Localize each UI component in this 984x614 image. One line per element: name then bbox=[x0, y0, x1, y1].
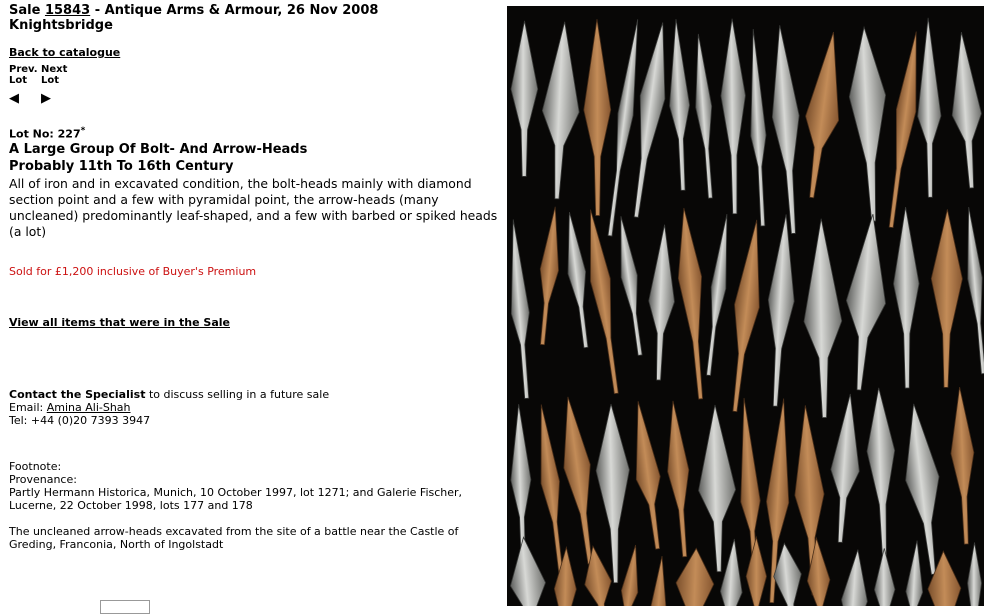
sale-number-link[interactable]: 15843 bbox=[44, 3, 91, 18]
contact-telephone: Tel: +44 (0)20 7393 3947 bbox=[9, 413, 151, 427]
lot-title-line-2: Probably 11th To 16th Century bbox=[9, 158, 234, 174]
arrowhead-shape bbox=[509, 404, 534, 566]
arrowhead-shape bbox=[615, 544, 644, 606]
contact-specialist-heading: Contact the Specialist bbox=[9, 387, 146, 401]
arrowhead-shape bbox=[903, 540, 925, 606]
lot-detail-panel bbox=[9, 3, 504, 551]
arrowhead-shape bbox=[762, 214, 799, 407]
arrowhead-shape bbox=[961, 206, 984, 374]
arrowhead-shape bbox=[930, 209, 963, 387]
right-arrow-icon[interactable]: ▶ bbox=[41, 91, 51, 106]
arrowhead-shape bbox=[893, 207, 920, 388]
sale-heading bbox=[9, 3, 504, 18]
arrowhead-shape bbox=[561, 211, 595, 349]
contact-heading-rest: to discuss selling in a future sale bbox=[145, 387, 330, 401]
arrowhead-shape bbox=[766, 24, 807, 234]
arrowhead-shape bbox=[865, 387, 898, 555]
arrowhead-shape bbox=[967, 542, 981, 606]
contact-heading-line bbox=[9, 388, 504, 401]
arrowhead-shape bbox=[594, 404, 632, 584]
arrowhead-shape bbox=[826, 393, 864, 543]
next-lot-label-1: Next bbox=[41, 64, 68, 75]
next-lot-label-2: Lot bbox=[41, 75, 60, 86]
arrowhead-shape bbox=[645, 555, 672, 606]
lot-number-label: Lot No: 227 bbox=[9, 127, 81, 141]
arrowhead-shape bbox=[555, 395, 603, 565]
arrowhead-shape bbox=[511, 21, 538, 177]
arrowhead-shape bbox=[839, 213, 892, 392]
arrowhead-shape bbox=[507, 219, 536, 399]
arrowhead-shape bbox=[539, 21, 584, 200]
arrowhead-shape bbox=[626, 400, 669, 551]
arrowhead-shape bbox=[674, 548, 715, 606]
arrowhead-shape bbox=[802, 218, 843, 417]
next-lot[interactable] bbox=[41, 64, 73, 105]
back-to-catalogue-link[interactable]: Back to catalogue bbox=[9, 46, 121, 59]
view-all-items-link[interactable]: View all items that were in the Sale bbox=[9, 315, 230, 329]
lot-number bbox=[9, 126, 504, 141]
footnote-note: The uncleaned arrow-heads excavated from the site of a battle near the Castle of Greding, Franconia, North of Ingolstadt bbox=[9, 524, 459, 551]
arrowhead-shape bbox=[881, 30, 926, 228]
arrowhead-shape bbox=[746, 537, 766, 606]
arrowhead-shape bbox=[666, 19, 693, 191]
lot-navigation bbox=[9, 64, 504, 105]
email-specialist-link[interactable]: Amina Ali-Shah bbox=[46, 400, 131, 414]
prev-lot-label-1: Prev. bbox=[9, 64, 38, 75]
arrowhead-shape bbox=[837, 549, 871, 606]
sale-location: Knightsbridge bbox=[9, 18, 113, 33]
left-arrow-icon[interactable]: ◀ bbox=[9, 91, 19, 106]
provenance-text: Partly Hermann Historica, Munich, 10 October 1997, lot 1271; and Galerie Fischer, Lucerne, 22 October 1998, lots 177 and 178 bbox=[9, 485, 463, 512]
arrowhead-shape bbox=[948, 387, 978, 545]
footnote-label: Footnote: bbox=[9, 459, 62, 473]
arrowheads-image bbox=[507, 6, 984, 606]
lot-photograph bbox=[507, 6, 984, 606]
arrowhead-shape bbox=[581, 208, 627, 395]
prev-lot[interactable] bbox=[9, 64, 41, 105]
arrowhead-shape bbox=[720, 19, 747, 214]
prev-lot-label-2: Lot bbox=[9, 75, 28, 86]
lot-title-line-1: A Large Group Of Bolt- And Arrow-Heads bbox=[9, 141, 308, 157]
arrowhead-shape bbox=[690, 33, 718, 198]
arrowhead-shape bbox=[672, 207, 712, 400]
lot-asterisk: * bbox=[80, 126, 86, 136]
arrowhead-shape bbox=[532, 403, 570, 573]
contact-email-line bbox=[9, 401, 504, 414]
arrowhead-shape bbox=[613, 215, 648, 356]
contact-block bbox=[9, 388, 504, 427]
arrowhead-shape bbox=[533, 206, 564, 346]
footnote-block bbox=[9, 460, 504, 551]
sale-prefix: Sale bbox=[9, 3, 41, 18]
provenance-label: Provenance: bbox=[9, 472, 77, 486]
arrowhead-shape bbox=[746, 29, 771, 227]
sold-price: Sold for £1,200 inclusive of Buyer's Premium bbox=[9, 264, 257, 278]
sale-title: - Antique Arms & Armour, 26 Nov 2008 bbox=[90, 3, 379, 18]
arrowhead-shape bbox=[701, 213, 734, 376]
arrowhead-shape bbox=[507, 536, 551, 606]
partial-button[interactable] bbox=[100, 600, 150, 614]
arrowhead-shape bbox=[696, 404, 737, 572]
arrowhead-shape bbox=[897, 402, 950, 576]
arrowhead-shape bbox=[916, 18, 942, 198]
arrowhead-shape bbox=[646, 224, 678, 380]
arrowhead-shape bbox=[723, 218, 770, 412]
arrowhead-shape bbox=[583, 19, 611, 215]
arrowhead-shape bbox=[874, 548, 896, 606]
arrowhead-shape bbox=[846, 26, 892, 222]
arrowhead-shape bbox=[947, 31, 984, 189]
email-label: Email: bbox=[9, 400, 47, 414]
lot-description: All of iron and in excavated condition, the bolt-heads mainly with diamond section point and a few with pyramidal point, the arrow-heads (many uncleaned) predominantly leaf-shaped, and a few with barbed or spiked heads (a lot) bbox=[9, 175, 498, 239]
arrowhead-shape bbox=[795, 30, 850, 200]
arrowhead-shape bbox=[662, 400, 695, 557]
